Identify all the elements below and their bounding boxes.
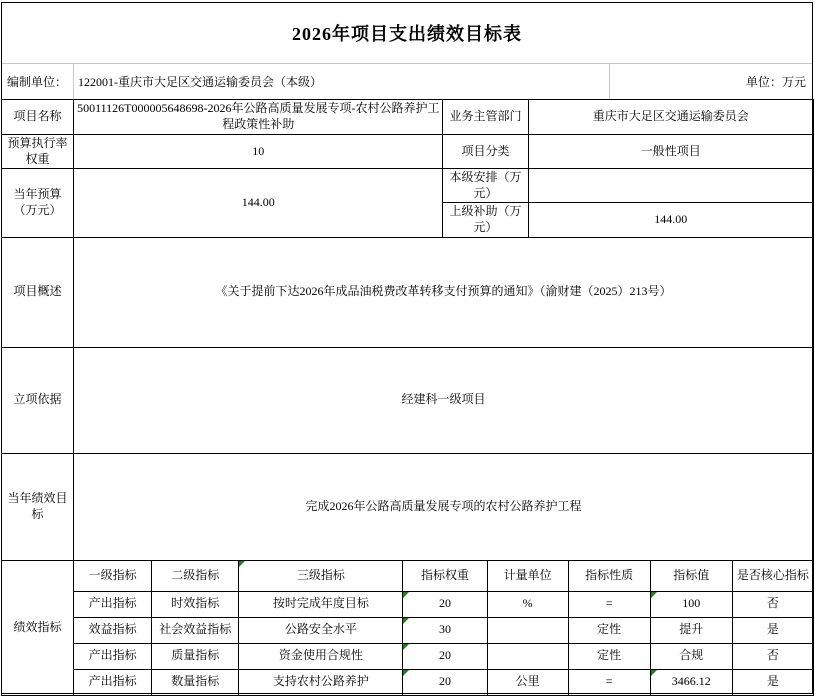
cell-marker-icon <box>403 618 409 624</box>
level3-cell: 公路安全水平 <box>239 617 403 643</box>
value-cell: 提升 <box>650 617 732 643</box>
budget-row-local <box>2 169 814 203</box>
value-cell: 合规 <box>650 643 732 669</box>
indicator-row <box>2 643 814 669</box>
value-cell: 3466.12 <box>650 669 732 695</box>
header-level2-cell: 二级指标 <box>152 560 239 591</box>
nature-cell: 定性 <box>568 617 650 643</box>
main-table <box>1 99 814 696</box>
nature-cell: = <box>568 591 650 617</box>
header-level3-cell: 三级指标 <box>239 560 403 591</box>
project-name-label-cell: 项目名称 <box>2 100 74 135</box>
level1-cell: 产出指标 <box>74 591 152 617</box>
meta-row <box>2 63 812 99</box>
goal-row <box>2 453 814 560</box>
indicator-row <box>2 617 814 643</box>
nature-cell: = <box>568 669 650 695</box>
category-value-cell: 一般性项目 <box>528 135 813 169</box>
unit-cell: % <box>487 591 568 617</box>
unit-cell <box>487 617 568 643</box>
indicators-section-label-cell: 绩效指标 <box>2 560 74 695</box>
cell-marker-icon <box>651 592 657 598</box>
level3-cell: 按时完成年度目标 <box>239 591 403 617</box>
indicator-row <box>2 669 814 695</box>
cell-marker-icon <box>403 592 409 598</box>
level3-cell: 支持农村公路养护 <box>239 669 403 695</box>
dept-label-cell: 业务主管部门 <box>443 100 528 135</box>
unit-note: 单位：万元 <box>745 75 806 89</box>
header-value-cell: 指标值 <box>650 560 732 591</box>
level2-cell: 质量指标 <box>152 643 239 669</box>
core-cell: 是 <box>732 617 813 643</box>
weight-cell: 20 <box>403 643 487 669</box>
value-cell: 100 <box>650 591 732 617</box>
weight-cell: 30 <box>403 617 487 643</box>
header-level1-cell: 一级指标 <box>74 560 152 591</box>
level1-cell: 效益指标 <box>74 617 152 643</box>
header-weight-cell: 指标权重 <box>403 560 487 591</box>
project-name-row <box>2 100 814 135</box>
overview-value-cell: 《关于提前下达2026年成品油税费改革转移支付预算的通知》（渝财建（2025）213号） <box>74 237 814 347</box>
indicator-header-row <box>2 560 814 591</box>
level3-cell: 资金使用合规性 <box>239 643 403 669</box>
cell-marker-icon <box>403 644 409 650</box>
overview-label-cell: 项目概述 <box>2 237 74 347</box>
local-arrangement-value-cell <box>528 169 813 203</box>
exec-rate-label-cell: 预算执行率权重 <box>2 135 74 169</box>
goal-label-cell: 当年绩效目标 <box>2 453 74 560</box>
category-label-cell: 项目分类 <box>443 135 528 169</box>
page-title: 2026年项目支出绩效目标表 <box>292 24 522 44</box>
header-core-cell: 是否核心指标 <box>732 560 813 591</box>
cell-marker-icon <box>651 670 657 676</box>
project-name-value-cell: 50011126T000005648698-2026年公路高质量发展专项-农村公路养护工程政策性补助 <box>74 100 443 135</box>
basis-row <box>2 347 814 453</box>
core-cell: 是 <box>732 669 813 695</box>
upper-subsidy-label-cell: 上级补助（万元） <box>443 203 528 237</box>
level1-cell: 产出指标 <box>74 643 152 669</box>
core-cell: 否 <box>732 643 813 669</box>
weight-cell: 20 <box>403 669 487 695</box>
basis-value-cell: 经建科一级项目 <box>74 347 814 453</box>
basis-label-cell: 立项依据 <box>2 347 74 453</box>
overview-row <box>2 237 814 347</box>
level2-cell: 数量指标 <box>152 669 239 695</box>
indicator-row <box>2 591 814 617</box>
weight-cell: 20 <box>403 591 487 617</box>
level1-cell: 产出指标 <box>74 669 152 695</box>
nature-cell: 定性 <box>568 643 650 669</box>
prepared-by-label: 编制单位： <box>2 64 74 99</box>
unit-cell <box>487 643 568 669</box>
core-cell: 否 <box>732 591 813 617</box>
unit-cell: 公里 <box>487 669 568 695</box>
upper-subsidy-value-cell: 144.00 <box>528 203 813 237</box>
exec-rate-value-cell: 10 <box>74 135 443 169</box>
level2-cell: 时效指标 <box>152 591 239 617</box>
level2-cell: 社会效益指标 <box>152 617 239 643</box>
local-arrangement-label-cell: 本级安排（万元） <box>443 169 528 203</box>
exec-rate-row <box>2 135 814 169</box>
budget-label-cell: 当年预算（万元） <box>2 169 74 237</box>
budget-value-cell: 144.00 <box>74 169 443 237</box>
prepared-by-value: 122001-重庆市大足区交通运输委员会（本级） <box>74 64 610 99</box>
cell-marker-icon <box>239 561 245 567</box>
header-unit-cell: 计量单位 <box>487 560 568 591</box>
cell-marker-icon <box>403 670 409 676</box>
dept-value-cell: 重庆市大足区交通运输委员会 <box>528 100 813 135</box>
header-nature-cell: 指标性质 <box>568 560 650 591</box>
goal-value-cell: 完成2026年公路高质量发展专项的农村公路养护工程 <box>74 453 814 560</box>
